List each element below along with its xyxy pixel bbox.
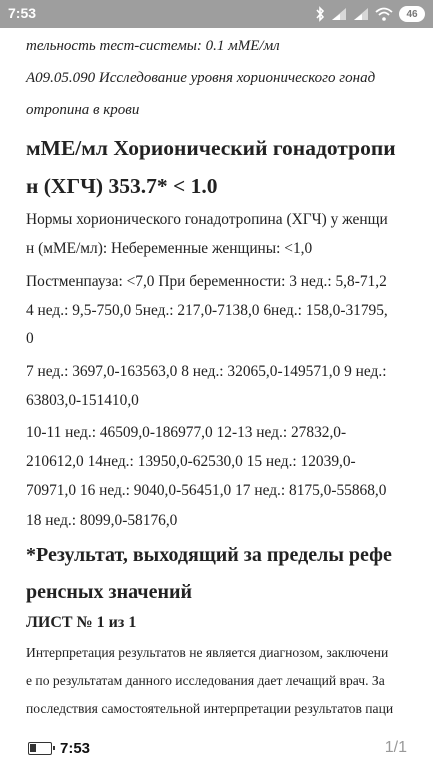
reader-bottom-bar — [0, 730, 433, 770]
wifi-icon — [375, 7, 393, 21]
doc-line: отропина в крови — [26, 102, 140, 118]
doc-line: 0 — [26, 330, 34, 347]
footnote-heading-line: *Результат, выходящий за пределы рефе — [26, 544, 392, 566]
doc-line: 63803,0-151410,0 — [26, 392, 139, 409]
reader-time: 7:53 — [60, 740, 91, 757]
doc-line: 18 нед.: 8099,0-58176,0 — [26, 512, 178, 529]
doc-line: н (мМЕ/мл): Небеременные женщины: <1,0 — [26, 240, 313, 257]
doc-line: 210612,0 14нед.: 13950,0-62530,0 15 нед.: 12039,0- — [26, 453, 356, 470]
signal-icon — [331, 7, 347, 21]
footnote-heading-line: ренсных значений — [26, 581, 193, 603]
page-indicator[interactable]: 1/1 — [384, 739, 407, 756]
disclaimer-line: е по результатам данного исследования дает лечащий врач. За — [26, 673, 385, 688]
doc-line: Постменпауза: <7,0 При беременности: 3 нед.: 5,8-71,2 — [26, 273, 387, 290]
doc-line: Нормы хорионического гонадотропина (ХГЧ) у женщи — [26, 211, 388, 228]
bluetooth-icon — [315, 6, 325, 22]
signal-icon — [353, 7, 369, 21]
doc-line: 10-11 нед.: 46509,0-186977,0 12-13 нед.: 27832,0- — [26, 424, 347, 441]
disclaimer-line: последствия самостоятельной интерпретации результатов паци — [26, 701, 394, 716]
doc-line: 70971,0 16 нед.: 9040,0-56451,0 17 нед.: 8175,0-55868,0 — [26, 482, 387, 499]
result-heading-line: мМЕ/мл Хорионический гонадотропи — [26, 136, 396, 160]
sheet-label: ЛИСТ № 1 из 1 — [26, 614, 137, 631]
doc-line: тельность тест-системы: 0.1 мМЕ/мл — [26, 38, 280, 54]
battery-icon — [28, 742, 52, 755]
doc-line: A09.05.090 Исследование уровня хорионического гонад — [26, 70, 376, 86]
status-time: 7:53 — [8, 5, 37, 21]
result-heading-line: н (ХГЧ) 353.7* < 1.0 — [26, 174, 218, 198]
status-icons — [315, 4, 425, 24]
battery-icon: 46 — [399, 6, 425, 22]
doc-line: 4 нед.: 9,5-750,0 5нед.: 217,0-7138,0 6нед.: 158,0-31795, — [26, 302, 388, 319]
disclaimer-line: Интерпретация результатов не является диагнозом, заключени — [26, 645, 389, 660]
status-bar — [0, 0, 433, 28]
doc-line: 7 нед.: 3697,0-163563,0 8 нед.: 32065,0-149571,0 9 нед.: — [26, 363, 387, 380]
